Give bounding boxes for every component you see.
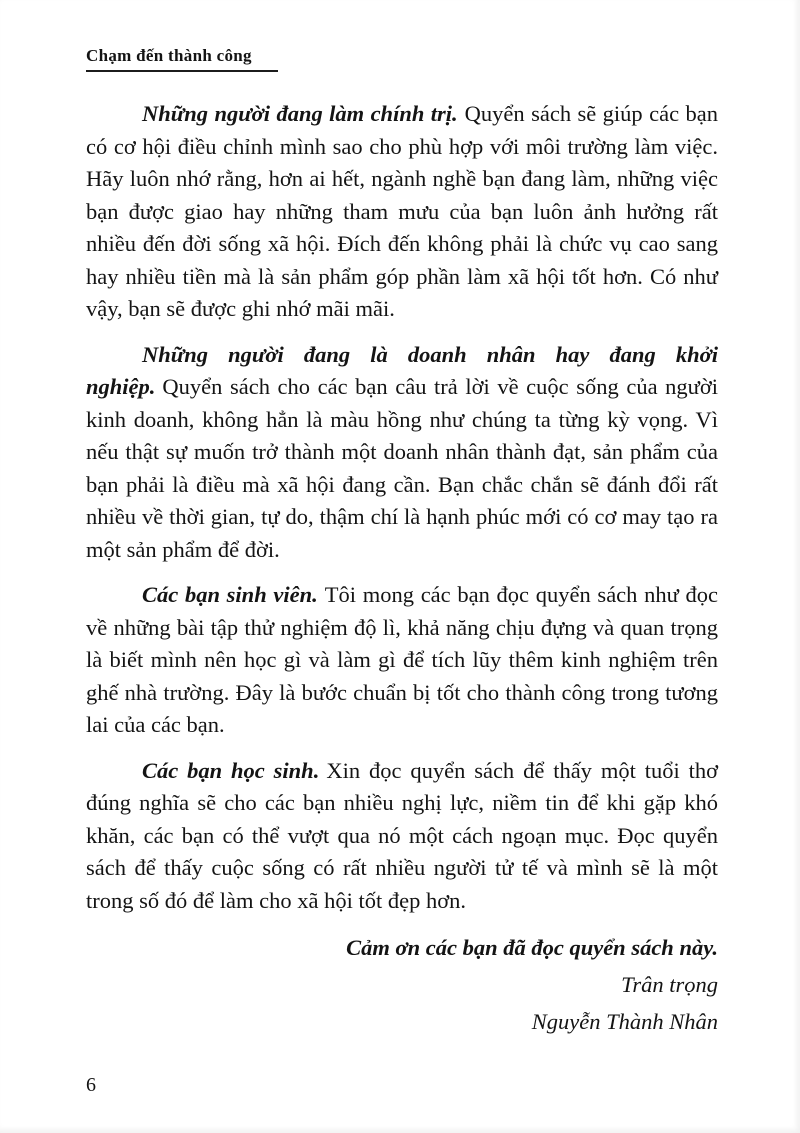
paragraph-politics <box>86 98 718 326</box>
paragraph-lead: Những người đang làm chính trị. <box>142 101 458 126</box>
paragraph-students-school <box>86 755 718 918</box>
paragraph-text: Tôi mong các bạn đọc quyển sách như đọc về những bài tập thử nghiệm độ lì, khả năng chịu đựng và quan trọng là biết mình nên học gì và làm gì để tích lũy thêm kinh nghiệm trên ghế nhà trường. Đây là bước chuẩn bị tốt cho thành công trong tương lai của các bạn. <box>86 582 719 737</box>
paragraph-text: Xin đọc quyển sách để thấy một tuổi thơ đúng nghĩa sẽ cho các bạn nhiều nghị lực, niềm tin để khi gặp khó khăn, các bạn có thể vượt qua nó một cách ngoạn mục. Đọc quyển sách để thấy cuộc sống có rất nhiều người tử tế và mình sẽ là một trong số đó để làm cho xã hội tốt đẹp hơn. <box>86 757 718 913</box>
paragraph-text: Quyển sách sẽ giúp các bạn có cơ hội điều chỉnh mình sao cho phù hợp với môi trường làm việc. Hãy luôn nhớ rằng, hơn ai hết, ngành nghề bạn đang làm, những việc bạn được giao hay những tham mưu của bạn luôn ảnh hưởng rất nhiều đến đời sống xã hội. Đích đến không phải là chức vụ cao sang hay nhiều tiền mà là sản phẩm góp phần làm xã hội tốt hơn. Có như vậy, bạn sẽ được ghi nhớ mãi mãi. <box>86 101 718 321</box>
closing-regards: Trân trọng <box>621 972 718 997</box>
paragraph-entrepreneurs <box>86 339 718 567</box>
running-header: Chạm đến thành công <box>86 46 278 72</box>
page-number: 6 <box>86 1074 96 1096</box>
paragraph-lead: Các bạn học sinh. <box>142 757 320 783</box>
body-text <box>86 98 718 1040</box>
paragraph-lead: Các bạn sinh viên. <box>142 582 318 607</box>
paragraph-lead: Những người đang là doanh nhân hay đang khởi nghiệp. <box>86 341 718 399</box>
paragraph-text: Quyển sách cho các bạn câu trả lời về cuộc sống của người kinh doanh, không hẳn là màu hồng như chúng ta từng kỳ vọng. Vì nếu thật sự muốn trở thành một doanh nhân thành đạt, sản phẩm của bạn phải là điều mà xã hội đang cần. Bạn chắc chắn sẽ đánh đổi rất nhiều về thời gian, tự do, thậm chí là hạnh phúc mới có cơ may tạo ra một sản phẩm để đời. <box>86 374 718 562</box>
closing-thanks: Cảm ơn các bạn đã đọc quyển sách này. <box>346 935 718 960</box>
paragraph-students-university <box>86 579 718 742</box>
closing-author-name: Nguyễn Thành Nhân <box>531 1009 718 1034</box>
